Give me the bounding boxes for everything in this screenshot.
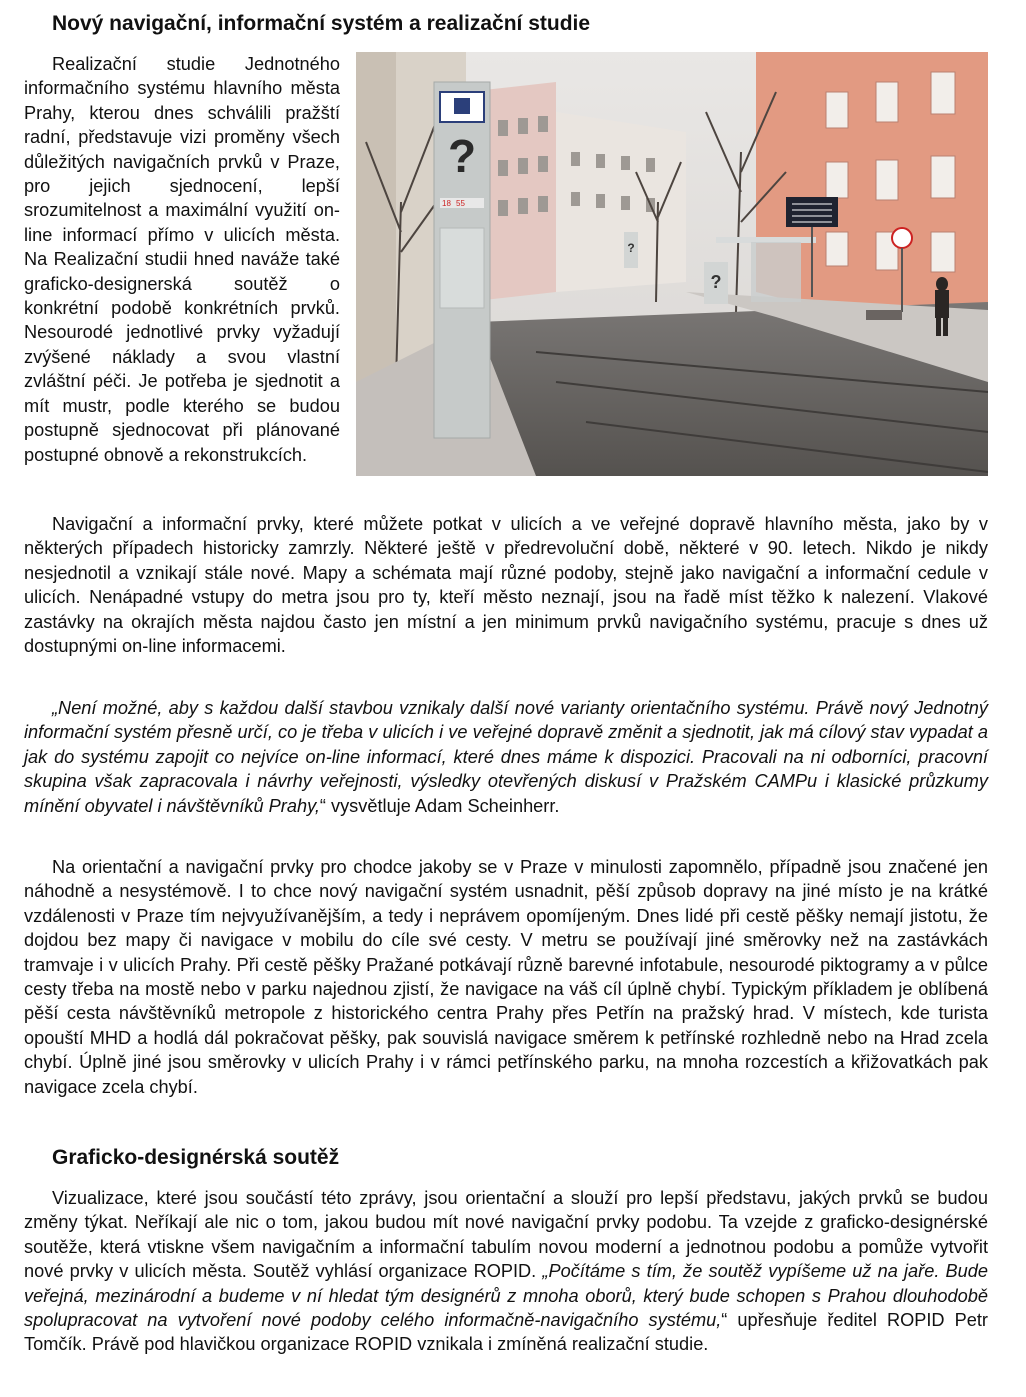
- quote-tomcik: „Počítáme s tím, že soutěž vypíšeme už na jaře. Bude veřejná, mezinárodní a budeme v ní hledat tým designérů z mnoha oborů, který bude schopen s Prahou dlouhodobě spolupracovat na vytvoření nové podoby celého informačně-navigačního systému,: [24, 1261, 989, 1331]
- paragraph-pedestrian-navigation: Na orientační a navigační prvky pro chodce jakoby se v Praze v minulosti zapomnělo, případně jsou značené jen náhodně a nesystémově. I to chce nový navigační systém usnadnit, pěší způsob dopravy na jiné místo je na krátké vzdálenosti v Praze tím nejvyužívanějším, a tedy i neprávem opomíjeným. Dnes lidé při cestě pěšky nemají jistotu, že dojdou bez mapy či navigace v mobilu do cíle své cesty. V metru se používají jiné směrovky než na zastávkách tramvaje i v ulicích Prahy. Při cestě pěšky Pražané potkávají různě barevné infotabule, nesourodé piktogramy a v půlce cesty třeba na mostě nebo v parku najednou zjistí, že navigace na váš cíl úplně chybí. Typickým příkladem je oblíbená pěší cesta návštěvníků metropole z historického centra Prahy přes Petřín na pražský hrad. V místech, kde turista opouští MHD a hodlá dál pokračovat pěšky, pak souvislá navigace směrem k petřínské rozhledně nebo na Hrad zcela chybí. Úplně jiné jsou směrovky v ulicích Prahy i v rámci petřínského parku, na mnoha rozcestích a křižovatkách pak navigace zcela chybí.: [24, 857, 988, 1097]
- pylon-number-1: 18: [442, 199, 451, 208]
- paragraph-competition: Vizualizace, které jsou součástí této zprávy, jsou orientační a slouží pro lepší představu, jakých prvků se budou změny týkat. Neříkají ale nic o tom, jakou budou mít nové navigační prvky podobu. Ta vzejde z graficko-designérské soutěže, která vtiskne všem navigačním a informační tabulím novou moderní a jednotnou podobu a pomůže vytvořit nové prvky v ulicích města. Soutěž vyhlásí organizace ROPID. „Počítáme s tím, že soutěž vypíšeme už na jaře. Bude veřejná, mezinárodní a budeme v ní hledat tým designérů z mnoha oborů, který bude schopen s Prahou dlouhodobě spolupracovat na vytvoření nové podoby celého informačně-navigačního systému,“ upřesňuje ředitel ROPID Petr Tomčík. Právě pod hlavičkou organizace ROPID vznikala i zmíněná realizační studie.: [24, 1188, 989, 1355]
- quote-attribution: “ vysvětluje Adam Scheinherr.: [319, 795, 560, 816]
- street-visualization-photo: [356, 52, 988, 476]
- section-heading-navigation-system: Nový navigační, informační systém a realizační studie: [52, 12, 591, 35]
- paragraph-scheinherr-quote: [24, 696, 988, 818]
- quote-scheinherr: „Není možné, aby s každou další stavbou vznikaly další nové varianty orientačního systému. Právě nový Jednotný informační systém přesně určí, co je třeba v ulicích i ve veřejné dopravě změnit a sjednotit, jak má cílový stav vypadat a jak do systému zapojit co nejvíce on-line informací, které dnes máme k dispozici. Pracovali na ni odborníci, pracovní skupina však zapracovala i návrhy veřejnosti, výsledky otevřených diskusí v Pražském CAMPu i klasické průzkumy mínění obyvatel i návštěvníků Prahy,: [24, 698, 988, 816]
- svg-text:?: ?: [710, 272, 722, 292]
- paragraph-current-state: Navigační a informační prvky, které můžete potkat v ulicích a ve veřejné dopravě hlavního města, jako by v některých případech historicky zamrzly. Některé ještě v předrevoluční době, některé v 90. letech. Nikdo je nikdy nesjednotil a vznikají stále nové. Mapy a schémata mají různé podoby, stejně jako navigační a informační cedule v ulicích. Nenápadné vstupy do metra jsou pro ty, kteří město neznají, jsou na řadě míst těžko k nalezení. Vlakové zastávky na okrajích města najdou často jen místní a jen minimum prvků navigačního systému, pracuje s dnes už dostupnými on-line informacemi.: [24, 514, 988, 657]
- paragraph-intro: ? 18 55 ? ? Realizační studie Jednotného informačního systému hlavního města Prahy, kterou dnes schválili pražští radní, představuje vizi proměny všech důležitých navigačních prvků v Praze, pro jejich sjednocení, lepší srozumitelnost a maximální využití on-line informací přímo v ulicích města. Na Realizační studii hned naváže také graficko-designerská soutěž o konkrétní podobě konkrétních prvků. Nesourodé jednotlivé prvky vyžadují zvýšené náklady a svou vlastní zvláštní péči. Je potřeba je sjednotit a mít mustr, podle kterého se budou postupně sjednocovat při plánované postupné obnově a rekonstrukcích.: [24, 52, 988, 478]
- section-heading-design-competition: Graficko-designérská soutěž: [52, 1146, 340, 1169]
- svg-text:?: ?: [447, 130, 477, 182]
- svg-text:?: ?: [627, 241, 635, 255]
- pylon-number-2: 55: [456, 199, 465, 208]
